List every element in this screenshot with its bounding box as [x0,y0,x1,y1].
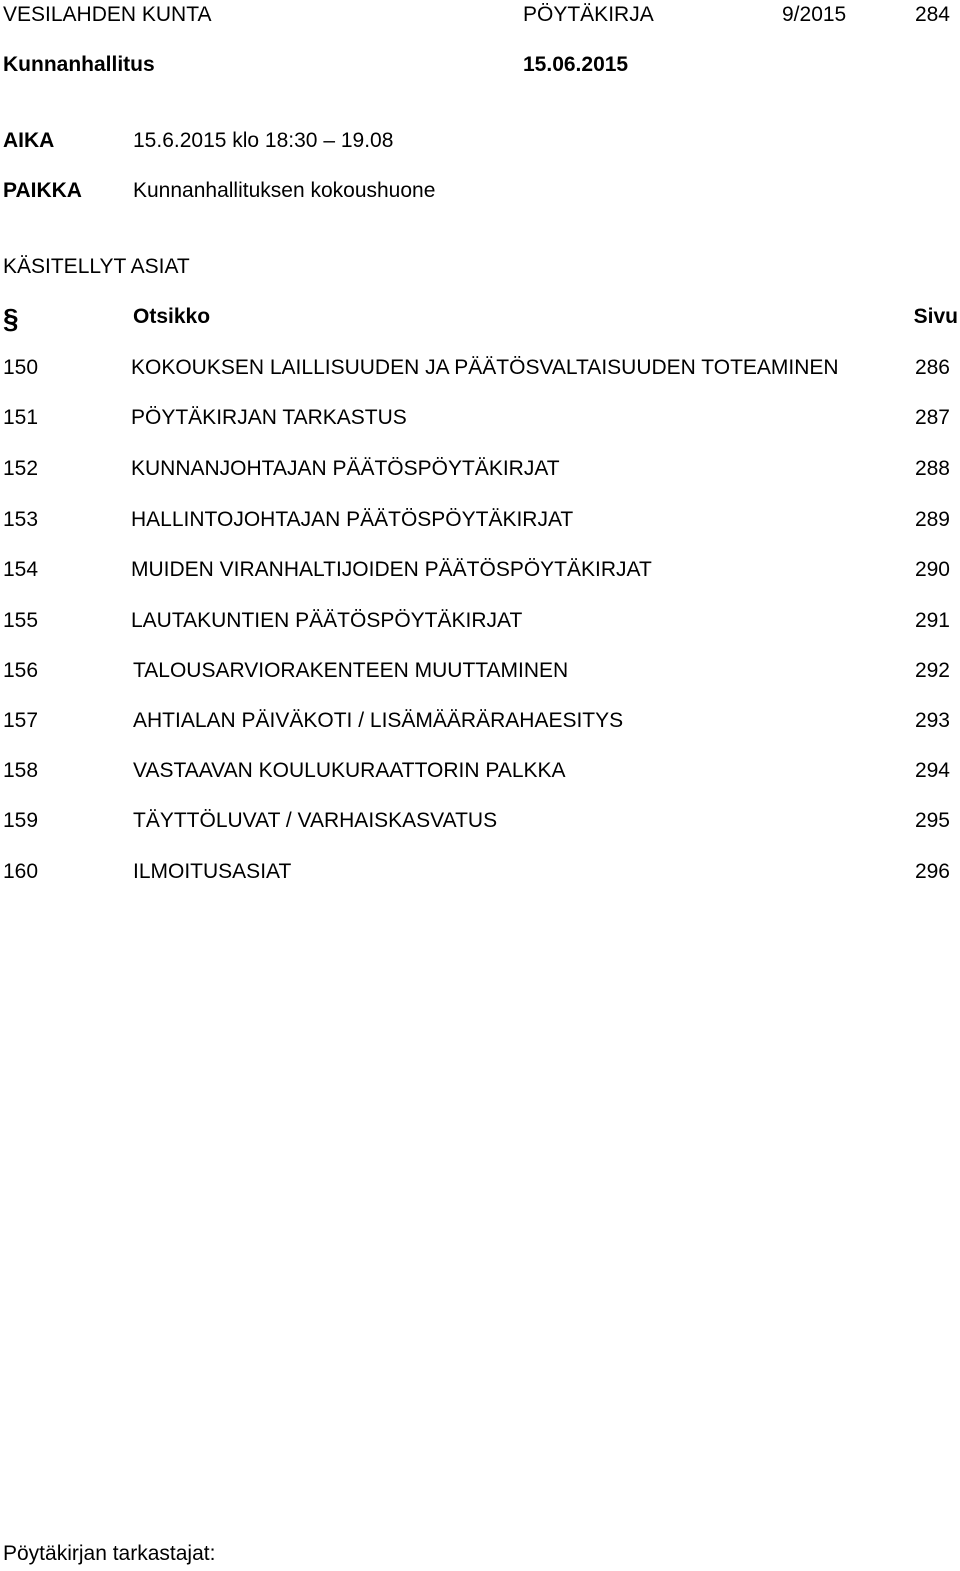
page-column-header: Sivu [913,305,958,328]
item-page: 296 [914,860,950,883]
item-number: 155 [3,609,39,632]
item-page: 288 [914,457,950,480]
place-label: PAIKKA [3,179,82,202]
title-column-header: Otsikko [133,305,211,328]
item-number: 150 [3,356,39,379]
agenda-heading: KÄSITELLYT ASIAT [3,255,190,278]
item-number: 152 [3,457,39,480]
item-number: 153 [3,508,39,531]
item-title: TÄYTTÖLUVAT / VARHAISKASVATUS [133,809,498,832]
item-title: ILMOITUSASIAT [133,860,292,883]
item-title: TALOUSARVIORAKENTEEN MUUTTAMINEN [133,659,569,682]
item-number: 158 [3,759,39,782]
time-label: AIKA [3,129,55,152]
document-number: 9/2015 [782,3,847,26]
item-title: KOKOUKSEN LAILLISUUDEN JA PÄÄTÖSVALTAISUUDEN TOTEAMINEN [131,356,839,379]
item-page: 293 [914,709,950,732]
header-page-number: 284 [914,3,950,26]
time-value: 15.6.2015 klo 18:30 – 19.08 [133,129,394,152]
item-title: KUNNANJOHTAJAN PÄÄTÖSPÖYTÄKIRJAT [131,457,560,480]
section-sign-header: § [3,303,19,334]
item-page: 294 [914,759,950,782]
meeting-date: 15.06.2015 [523,53,629,76]
item-number: 159 [3,809,39,832]
organization-name: VESILAHDEN KUNTA [3,3,212,26]
item-title: HALLINTOJOHTAJAN PÄÄTÖSPÖYTÄKIRJAT [131,508,574,531]
item-page: 287 [914,406,950,429]
item-number: 154 [3,558,39,581]
meeting-body: Kunnanhallitus [3,53,155,76]
item-title: LAUTAKUNTIEN PÄÄTÖSPÖYTÄKIRJAT [131,609,523,632]
item-number: 157 [3,709,39,732]
item-page: 286 [914,356,950,379]
item-title: MUIDEN VIRANHALTIJOIDEN PÄÄTÖSPÖYTÄKIRJAT [131,558,652,581]
item-title: AHTIALAN PÄIVÄKOTI / LISÄMÄÄRÄRAHAESITYS [133,709,624,732]
place-value: Kunnanhallituksen kokoushuone [133,179,436,202]
document-type: PÖYTÄKIRJA [523,3,654,26]
item-title: VASTAAVAN KOULUKURAATTORIN PALKKA [133,759,566,782]
item-number: 151 [3,406,39,429]
item-page: 292 [914,659,950,682]
item-title: PÖYTÄKIRJAN TARKASTUS [131,406,407,429]
item-page: 289 [914,508,950,531]
item-page: 291 [914,609,950,632]
item-number: 156 [3,659,39,682]
reviewers-label: Pöytäkirjan tarkastajat: [3,1542,216,1565]
item-number: 160 [3,860,39,883]
item-page: 295 [914,809,950,832]
item-page: 290 [914,558,950,581]
